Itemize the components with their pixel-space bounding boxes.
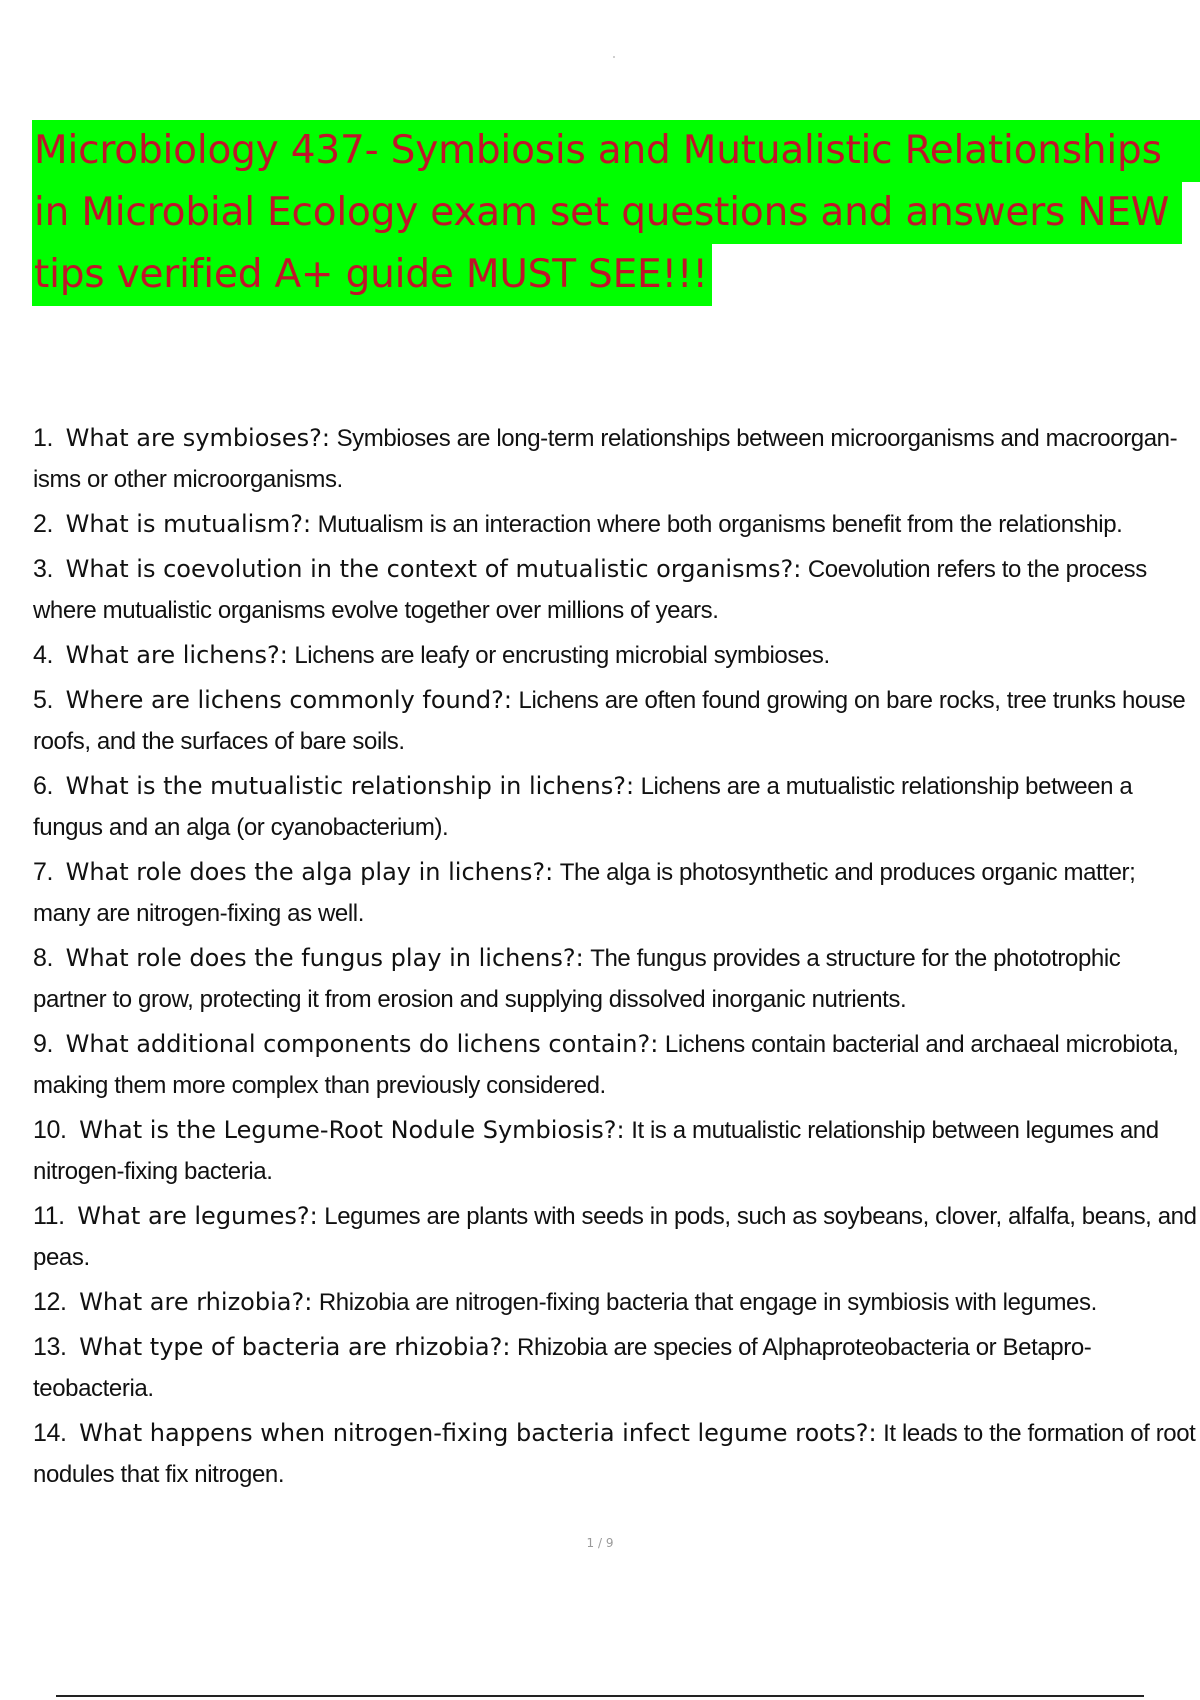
item-number: 10. [33,1116,67,1144]
answer-text: The alga is photosynthetic and produces organic matter; many are nitrogen-fixing as well. [33,859,1136,927]
item-number: 7. [33,858,54,886]
question-text: What role does the fungus play in lichens?: [65,944,584,972]
item-number: 13. [33,1333,67,1361]
qa-item-12 [33,1282,1198,1323]
item-number: 14. [33,1419,67,1447]
qa-item-1 [33,418,1198,500]
qa-item-2 [33,504,1198,545]
qa-item-14 [33,1413,1198,1495]
item-number: 5. [33,686,54,714]
question-text: What is the mutualistic relationship in lichens?: [65,772,635,800]
qa-item-7 [33,852,1198,934]
item-number: 3. [33,555,54,583]
question-text: What role does the alga play in lichens?: [65,858,554,886]
item-number: 2. [33,510,54,538]
question-text: What is mutualism?: [65,510,312,538]
question-text: Where are lichens commonly found?: [65,686,512,714]
answer-text: It leads to the formation of root nodules that fix nitrogen. [33,1420,1196,1488]
question-text: What additional components do lichens contain?: [65,1030,659,1058]
qa-item-13 [33,1327,1198,1409]
answer-text: Mutualism is an interaction where both organisms benefit from the relationship. [317,511,1123,538]
item-number: 6. [33,772,54,800]
question-text: What are symbioses?: [65,424,331,452]
question-text: What is coevolution in the context of mutualistic organisms?: [65,555,802,583]
answer-text: Legumes are plants with seeds in pods, such as soybeans, clover, alfalfa, beans, and peas. [33,1203,1197,1271]
bottom-divider [56,1695,1144,1697]
qa-item-11 [33,1196,1198,1278]
qa-item-4 [33,635,1198,676]
question-text: What are legumes?: [77,1202,318,1230]
answer-text: Lichens contain bacterial and archaeal microbiota, making them more complex than previously considered. [33,1031,1179,1099]
answer-text: The fungus provides a structure for the phototrophic partner to grow, protecting it from erosion and supplying dissolved inorganic nutrients. [33,945,1121,1013]
title-line-1: Microbiology 437- Symbiosis and Mutualistic Relationships [32,120,1200,182]
item-number: 8. [33,944,54,972]
scan-artifact-dot [613,56,615,58]
page-number: 1 / 9 [586,1536,614,1550]
answer-text: It is a mutualistic relationship between legumes and nitrogen-fixing bacteria. [33,1117,1159,1185]
document-title [32,120,1200,306]
item-number: 4. [33,641,54,669]
item-number: 12. [33,1288,67,1316]
question-text: What are rhizobia?: [79,1288,313,1316]
answer-text: Symbioses are long-term relationships between microorganisms and macroorgan-isms or other microorganisms. [33,425,1178,493]
qa-item-6 [33,766,1198,848]
question-text: What type of bacteria are rhizobia?: [79,1333,511,1361]
answer-text: Lichens are a mutualistic relationship between a fungus and an alga (or cyanobacterium). [33,773,1133,841]
title-line-3: tips verified A+ guide MUST SEE!!! [32,244,712,306]
qa-list [33,418,1198,1499]
item-number: 9. [33,1030,54,1058]
item-number: 1. [33,424,54,452]
answer-text: Rhizobia are species of Alphaproteobacteria or Betapro-teobacteria. [33,1334,1092,1402]
answer-text: Coevolution refers to the process where mutualistic organisms evolve together over millions of years. [33,556,1147,624]
answer-text: Lichens are leafy or encrusting microbial symbioses. [294,642,830,669]
title-line-2: in Microbial Ecology exam set questions and answers NEW [32,182,1182,244]
question-text: What is the Legume-Root Nodule Symbiosis?: [79,1116,625,1144]
qa-item-10 [33,1110,1198,1192]
answer-text: Rhizobia are nitrogen-fixing bacteria that engage in symbiosis with legumes. [318,1289,1097,1316]
answer-text: Lichens are often found growing on bare rocks, tree trunks house roofs, and the surfaces of bare soils. [33,687,1186,755]
qa-item-8 [33,938,1198,1020]
question-text: What happens when nitrogen-fixing bacteria infect legume roots?: [79,1419,877,1447]
item-number: 11. [33,1202,65,1230]
question-text: What are lichens?: [65,641,288,669]
qa-item-5 [33,680,1198,762]
qa-item-9 [33,1024,1198,1106]
qa-item-3 [33,549,1198,631]
